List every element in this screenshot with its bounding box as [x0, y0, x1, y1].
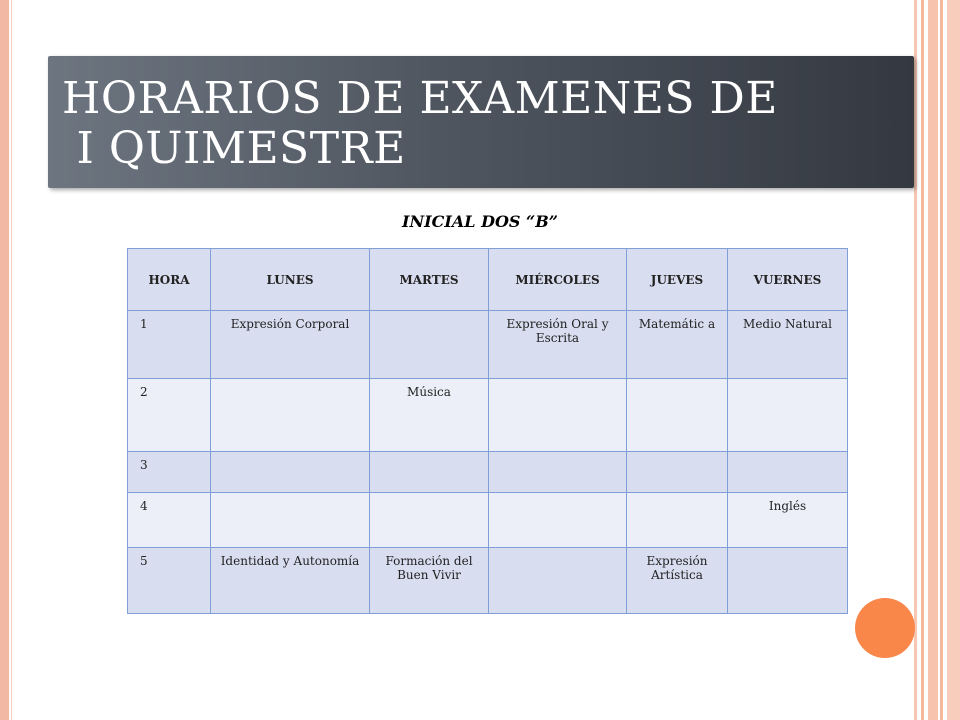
table-row	[128, 493, 848, 548]
left-decorative-line	[11, 0, 12, 720]
table-cell: Matemátic a	[627, 311, 728, 379]
table-row	[128, 311, 848, 379]
table-cell: Medio Natural	[728, 311, 848, 379]
header-martes: MARTES	[370, 249, 489, 311]
table-cell: Inglés	[728, 493, 848, 548]
stripe	[914, 0, 917, 720]
table-cell	[728, 379, 848, 452]
table-cell	[211, 379, 370, 452]
table-row	[128, 379, 848, 452]
table-cell	[489, 379, 627, 452]
table-cell: 5	[128, 548, 211, 614]
left-decorative-border	[0, 0, 9, 720]
decorative-circle	[855, 598, 915, 658]
table-cell: Expresión Oral y Escrita	[489, 311, 627, 379]
table-cell	[370, 452, 489, 493]
table-row	[128, 548, 848, 614]
header-miercoles: MIÉRCOLES	[489, 249, 627, 311]
table-cell: Identidad y Autonomía	[211, 548, 370, 614]
stripe	[921, 0, 924, 720]
title-banner	[48, 56, 914, 188]
stripe	[940, 0, 943, 720]
right-decorative-stripes	[914, 0, 960, 720]
stripe	[928, 0, 938, 720]
table-cell: Música	[370, 379, 489, 452]
table-cell	[627, 452, 728, 493]
table-cell	[728, 452, 848, 493]
table-cell	[627, 379, 728, 452]
table-cell: 4	[128, 493, 211, 548]
table-row	[128, 452, 848, 493]
header-jueves: JUEVES	[627, 249, 728, 311]
header-viernes: VUERNES	[728, 249, 848, 311]
table-cell	[489, 493, 627, 548]
table-cell	[211, 452, 370, 493]
table-cell: 2	[128, 379, 211, 452]
table-header-row	[128, 249, 848, 311]
table-cell	[211, 493, 370, 548]
stripe	[947, 0, 960, 720]
table-cell	[627, 493, 728, 548]
header-lunes: LUNES	[211, 249, 370, 311]
table-cell: 1	[128, 311, 211, 379]
header-hora: HORA	[128, 249, 211, 311]
table-cell	[370, 311, 489, 379]
table-cell	[728, 548, 848, 614]
table-cell: 3	[128, 452, 211, 493]
table-cell	[370, 493, 489, 548]
table-cell: Formación del Buen Vivir	[370, 548, 489, 614]
exam-schedule-table	[127, 248, 848, 614]
table-cell	[489, 548, 627, 614]
page-title: HORARIOS DE EXAMENES DE I QUIMESTRE	[62, 73, 778, 174]
table-cell	[489, 452, 627, 493]
table-cell: Expresión Corporal	[211, 311, 370, 379]
class-subtitle: INICIAL DOS “B”	[402, 212, 558, 231]
table-cell: Expresión Artística	[627, 548, 728, 614]
